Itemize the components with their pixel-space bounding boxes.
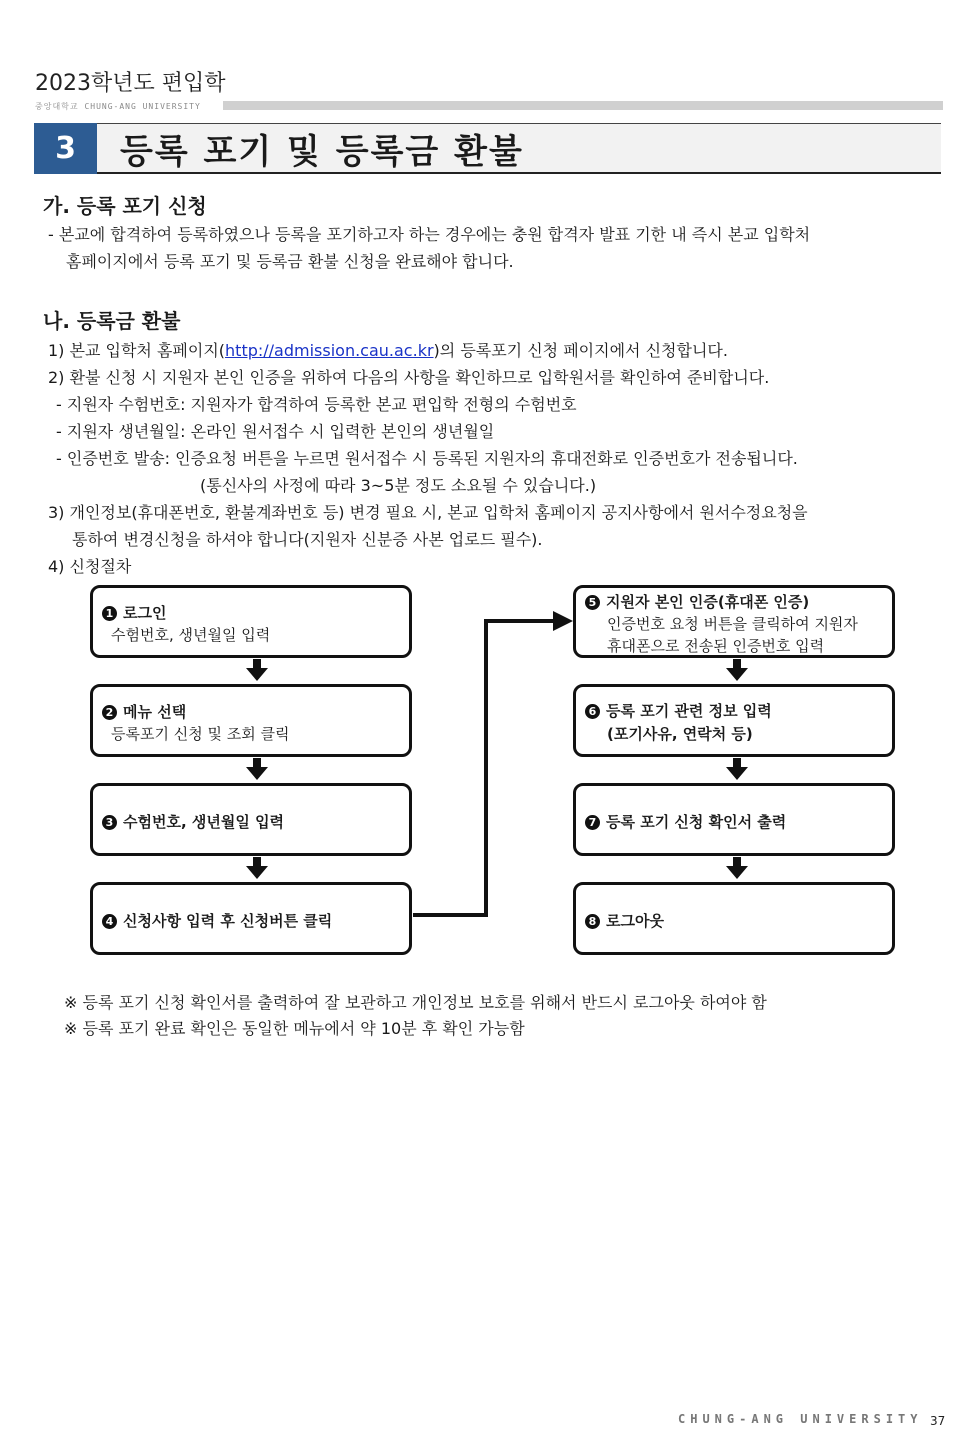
arrow-down-icon	[246, 659, 268, 681]
step-number-badge: 6	[585, 704, 600, 719]
arrow-down-icon	[726, 758, 748, 780]
footer-university: CHUNG-ANG UNIVERSITY	[678, 1412, 923, 1426]
arrow-down-icon	[246, 857, 268, 879]
flow-step-1-title	[102, 602, 166, 623]
arrow-down-icon	[726, 659, 748, 681]
flow-step-7-title	[585, 811, 786, 832]
part-b-item3-line2: 통하여 변경신청을 하셔야 합니다(지원자 신분증 사본 업로드 필수).	[72, 530, 543, 549]
arrow-down-icon	[726, 857, 748, 879]
flow-step-1	[90, 585, 412, 658]
admission-homepage-link[interactable]: http://admission.cau.ac.kr	[225, 341, 434, 360]
part-a-line2: 홈페이지에서 등록 포기 및 등록금 환불 신청을 완료해야 합니다.	[66, 252, 514, 271]
flow-step-6-title	[585, 700, 772, 721]
part-b-sub3-continued: (통신사의 사정에 따라 3~5분 정도 소요될 수 있습니다.)	[200, 476, 597, 495]
flow-step-4-title-text: 신청사항 입력 후 신청버튼 클릭	[123, 912, 333, 930]
note-1: ※ 등록 포기 신청 확인서를 출력하여 잘 보관하고 개인정보 보호를 위해서 반드시 로그아웃 하여야 함	[64, 993, 767, 1012]
step-number-badge: 3	[102, 815, 117, 830]
step-number-badge: 5	[585, 595, 600, 610]
flow-step-1-sub: 수험번호, 생년월일 입력	[111, 626, 271, 644]
flow-step-6	[573, 684, 895, 757]
flow-step-5-sub2: 휴대폰으로 전송된 인증번호 입력	[607, 637, 825, 655]
header-divider-bar	[223, 101, 943, 110]
flow-step-5	[573, 585, 895, 658]
flow-step-4-title	[102, 910, 332, 931]
flow-step-3-title-text: 수험번호, 생년월일 입력	[123, 813, 285, 831]
part-b-item4: 4) 신청절차	[48, 557, 132, 576]
flow-step-5-sub1: 인증번호 요청 버튼을 클릭하여 지원자	[607, 615, 858, 633]
connector-arrow-icon	[410, 605, 575, 925]
flow-step-7-title-text: 등록 포기 신청 확인서 출력	[606, 813, 787, 831]
flow-step-5-title-text: 지원자 본인 인증(휴대폰 인증)	[606, 593, 810, 611]
page-number: 37	[930, 1414, 946, 1428]
flow-step-8-title	[585, 910, 664, 931]
part-a-line1: - 본교에 합격하여 등록하였으나 등록을 포기하고자 하는 경우에는 충원 합격자 발표 기한 내 즉시 본교 입학처	[48, 225, 811, 244]
part-b-sub1: - 지원자 수험번호: 지원자가 합격하여 등록한 본교 편입학 전형의 수험번호	[56, 395, 577, 414]
step-number-badge: 2	[102, 705, 117, 720]
step-number-badge: 1	[102, 606, 117, 621]
document-year-title: 2023학년도 편입학	[35, 71, 226, 96]
part-b-item1-pre: 1) 본교 입학처 홈페이지(	[48, 341, 226, 360]
part-b-sub2: - 지원자 생년월일: 온라인 원서접수 시 입력한 본인의 생년월일	[56, 422, 495, 441]
part-b-sub3: - 인증번호 발송: 인증요청 버튼을 누르면 원서접수 시 등록된 지원자의 휴대전화로 인증번호가 전송됩니다.	[56, 449, 798, 468]
flow-step-4	[90, 882, 412, 955]
flow-step-8-title-text: 로그아웃	[606, 912, 664, 930]
part-b-item1-post: )의 등록포기 신청 페이지에서 신청합니다.	[433, 341, 728, 360]
flow-step-6-sub: (포기사유, 연락처 등)	[607, 725, 753, 743]
note-2: ※ 등록 포기 완료 확인은 동일한 메뉴에서 약 10분 후 확인 가능함	[64, 1019, 525, 1038]
flow-step-1-title-text: 로그인	[123, 604, 167, 622]
arrow-down-icon	[246, 758, 268, 780]
flow-step-2-sub: 등록포기 신청 및 조회 클릭	[111, 725, 290, 743]
step-number-badge: 7	[585, 815, 600, 830]
part-a-heading: 가. 등록 포기 신청	[43, 194, 207, 218]
part-b-item1	[48, 341, 728, 361]
flow-step-8	[573, 882, 895, 955]
part-b-item2: 2) 환불 신청 시 지원자 본인 인증을 위하여 다음의 사항을 확인하므로 입학원서를 확인하여 준비합니다.	[48, 368, 770, 387]
step-number-badge: 8	[585, 914, 600, 929]
flow-step-2	[90, 684, 412, 757]
part-b-heading: 나. 등록금 환불	[43, 309, 181, 333]
university-label-small: 중앙대학교 CHUNG-ANG UNIVERSITY	[35, 102, 201, 111]
flow-step-6-title-text: 등록 포기 관련 정보 입력	[606, 702, 772, 720]
flow-step-3	[90, 783, 412, 856]
step-number-badge: 4	[102, 914, 117, 929]
flow-step-2-title	[102, 701, 186, 722]
part-b-item3-line1: 3) 개인정보(휴대폰번호, 환불계좌번호 등) 변경 필요 시, 본교 입학처 홈페이지 공지사항에서 원서수정요청을	[48, 503, 808, 522]
flow-step-7	[573, 783, 895, 856]
flow-step-3-title	[102, 811, 284, 832]
section-title: 등록 포기 및 등록금 환불	[120, 132, 524, 172]
flow-step-5-title	[585, 591, 809, 612]
section-number: 3	[34, 123, 97, 174]
flow-step-2-title-text: 메뉴 선택	[123, 703, 187, 721]
